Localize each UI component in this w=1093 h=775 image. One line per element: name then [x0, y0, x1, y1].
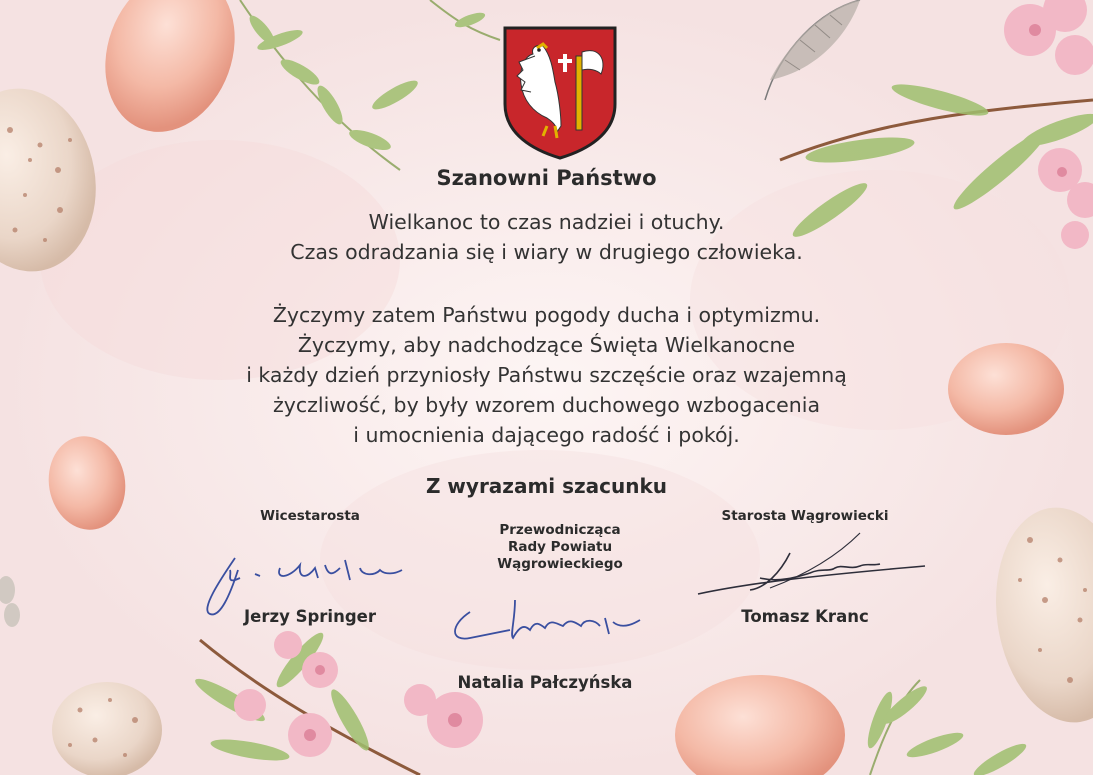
wish-line: Wielkanoc to czas nadziei i otuchy. — [368, 210, 725, 234]
wish-paragraph — [0, 207, 1093, 267]
role-line: Wągrowieckiego — [497, 556, 623, 572]
wish-paragraph — [0, 300, 1093, 450]
wish-line: życzliwość, by były wzorem duchowego wzbogacenia — [272, 393, 821, 417]
role-line: Starosta Wągrowiecki — [721, 508, 889, 524]
wish-line: Życzymy zatem Państwu pogody ducha i optymizmu. — [272, 303, 821, 327]
greeting-title: Szanowni Państwo — [436, 166, 657, 190]
county-coat-of-arms-icon — [503, 26, 617, 160]
role-line: Przewodnicząca — [499, 522, 621, 538]
easter-egg-icon — [52, 682, 162, 775]
role-line: Wicestarosta — [260, 508, 360, 524]
wish-line: i umocnienia dającego radość i pokój. — [353, 423, 740, 447]
signature-icon — [690, 528, 930, 603]
signatory-name: Jerzy Springer — [244, 607, 376, 626]
signatory-role — [685, 508, 925, 524]
signatory-role — [440, 522, 680, 573]
signatory-role — [190, 508, 430, 524]
signatory-name: Natalia Pałczyńska — [457, 673, 633, 692]
role-line: Rady Powiatu — [507, 539, 613, 555]
signature-icon — [445, 590, 655, 660]
signatory-name: Tomasz Kranc — [741, 607, 869, 626]
closing-phrase: Z wyrazami szacunku — [425, 474, 668, 498]
wish-line: Życzymy, aby nadchodzące Święta Wielkanocne — [297, 333, 796, 357]
wish-line: Czas odradzania się i wiary w drugiego człowieka. — [290, 240, 803, 264]
wish-line: i każdy dzień przyniosły Państwu szczęście oraz wzajemną — [246, 363, 847, 387]
